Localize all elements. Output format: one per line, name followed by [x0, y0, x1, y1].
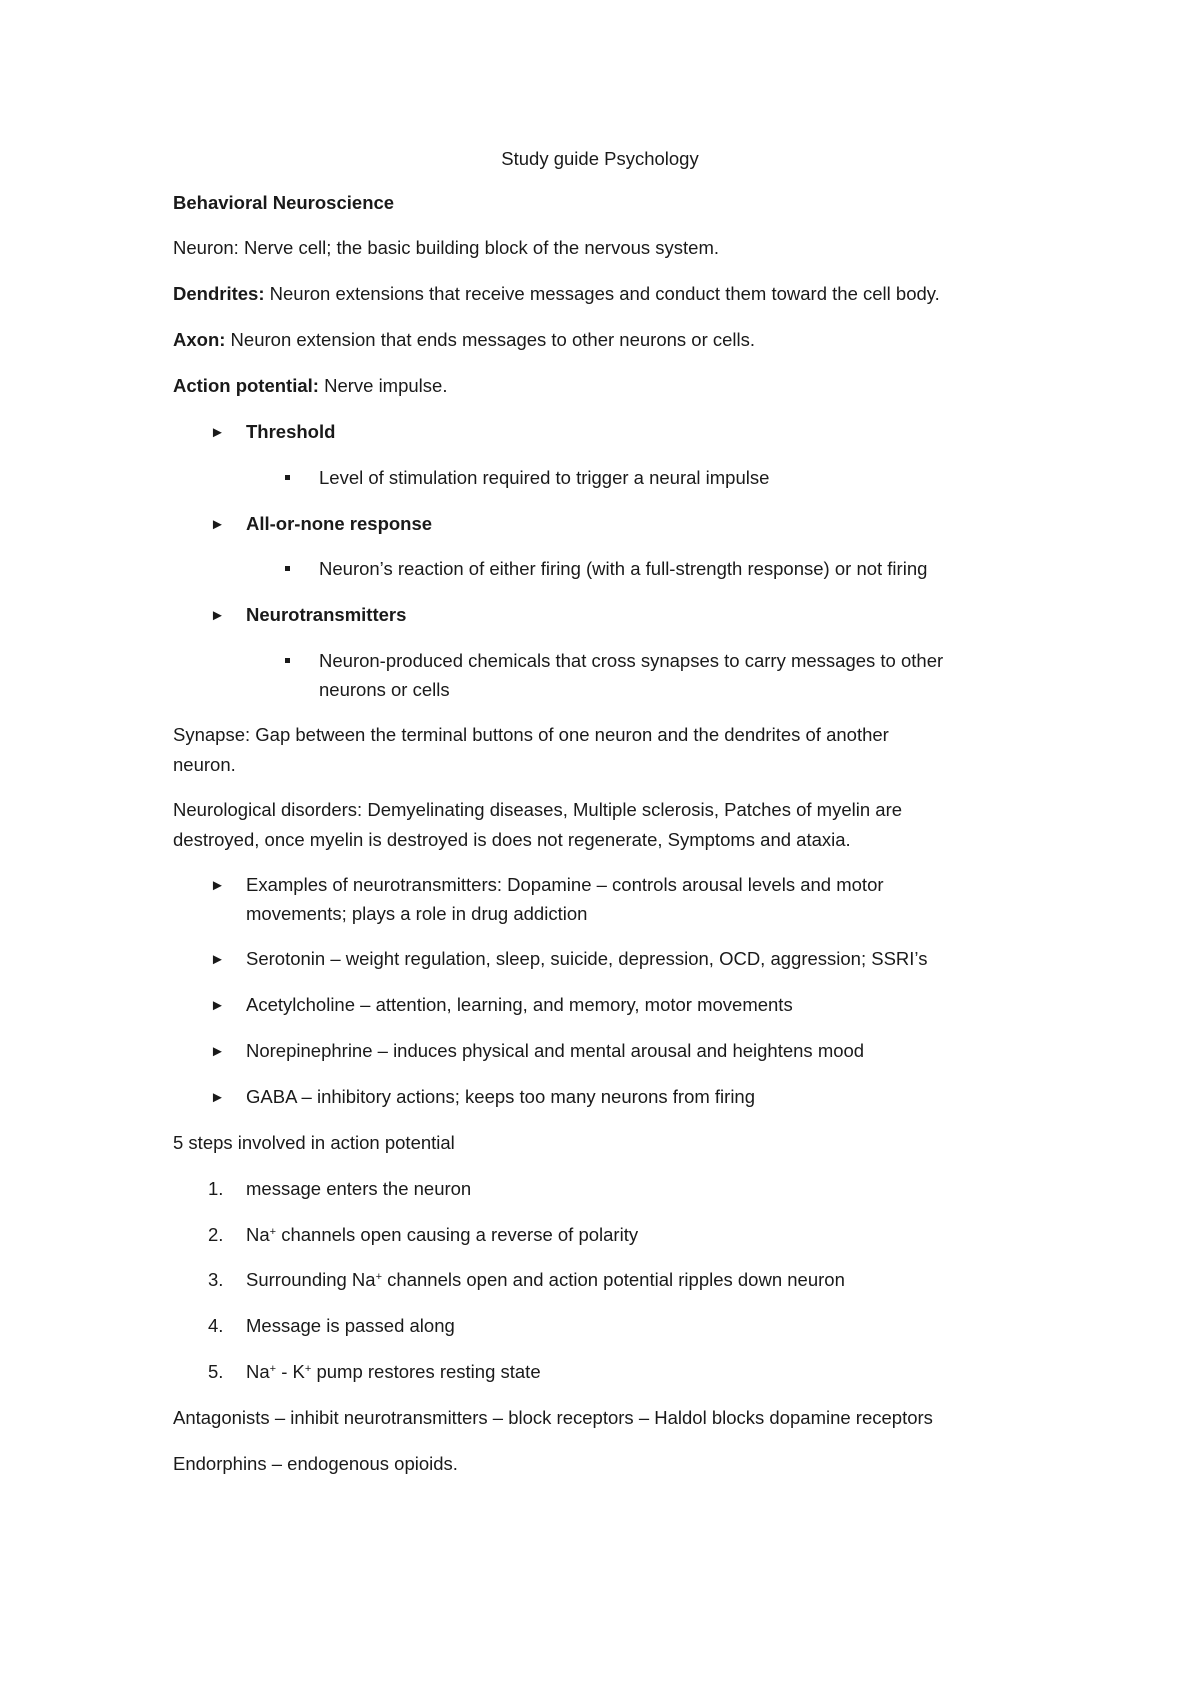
arrow-bullet-icon: ► [210, 951, 225, 968]
synapse-line2: neuron. [173, 754, 236, 775]
step-5-sup: + [269, 1363, 277, 1375]
step-1: message enters the neuron [246, 1178, 472, 1199]
step-5-sup2: + [304, 1363, 312, 1375]
step-2 [246, 1223, 638, 1247]
disorders-line1: Neurological disorders: Demyelinating diseases, Multiple sclerosis, Patches of myelin are [173, 799, 903, 820]
arrow-bullet-icon: ► [210, 1043, 225, 1060]
threshold-bullet: Level of stimulation required to trigger a neural impulse [319, 467, 770, 488]
step-number: 1. [208, 1178, 224, 1199]
step-5-post: pump restores resting state [311, 1361, 541, 1382]
step-number: 4. [208, 1315, 224, 1336]
page-title: Study guide Psychology [501, 148, 699, 169]
neuron-definition: Neuron: Nerve cell; the basic building block of the nervous system. [173, 237, 720, 258]
arrow-bullet-icon: ► [210, 607, 225, 624]
axon-definition [173, 328, 755, 352]
step-4: Message is passed along [246, 1315, 455, 1336]
arrow-bullet-icon: ► [210, 997, 225, 1014]
step-number: 5. [208, 1361, 224, 1382]
square-bullet-icon [285, 658, 290, 663]
step-2-pre: Na [246, 1224, 270, 1245]
dendrites-definition [173, 282, 940, 306]
gaba-line: GABA – inhibitory actions; keeps too many neurons from firing [246, 1086, 756, 1107]
arrow-bullet-icon: ► [210, 424, 225, 441]
synapse-line1: Synapse: Gap between the terminal buttons of one neuron and the dendrites of another [173, 724, 889, 745]
disorders-line2: destroyed, once myelin is destroyed is does not regenerate, Symptoms and ataxia. [173, 829, 851, 850]
all-or-none-bullet: Neuron’s reaction of either firing (with a full-strength response) or not firing [319, 558, 928, 579]
section-heading: Behavioral Neuroscience [173, 192, 395, 213]
norepinephrine-line: Norepinephrine – induces physical and mental arousal and heightens mood [246, 1040, 865, 1061]
dopamine-line2: movements; plays a role in drug addiction [246, 903, 588, 924]
square-bullet-icon [285, 566, 290, 571]
all-or-none-label: All-or-none response [246, 513, 433, 534]
steps-heading: 5 steps involved in action potential [173, 1132, 455, 1153]
action-potential-text: Nerve impulse. [318, 375, 448, 396]
step-2-post: channels open causing a reverse of polarity [276, 1224, 639, 1245]
serotonin-line: Serotonin – weight regulation, sleep, suicide, depression, OCD, aggression; SSRI’s [246, 948, 928, 969]
endorphins-line: Endorphins – endogenous opioids. [173, 1453, 458, 1474]
step-number: 2. [208, 1224, 224, 1245]
step-5-mid: - K [276, 1361, 305, 1382]
neurotransmitters-bullet-line2: neurons or cells [319, 679, 450, 700]
arrow-bullet-icon: ► [210, 877, 225, 894]
neurotransmitters-label: Neurotransmitters [246, 604, 407, 625]
axon-term: Axon: [173, 329, 226, 350]
square-bullet-icon [285, 475, 290, 480]
dendrites-term: Dendrites: [173, 283, 265, 304]
step-3 [246, 1268, 845, 1292]
arrow-bullet-icon: ► [210, 516, 225, 533]
dendrites-text: Neuron extensions that receive messages and conduct them toward the cell body. [264, 283, 940, 304]
step-3-sup: + [375, 1271, 383, 1283]
step-3-pre: Surrounding Na [246, 1269, 376, 1290]
action-potential-term: Action potential: [173, 375, 319, 396]
axon-text: Neuron extension that ends messages to other neurons or cells. [225, 329, 756, 350]
dopamine-line1: Examples of neurotransmitters: Dopamine – controls arousal levels and motor [246, 874, 884, 895]
step-number: 3. [208, 1269, 224, 1290]
neurotransmitters-bullet-line1: Neuron-produced chemicals that cross synapses to carry messages to other [319, 650, 944, 671]
antagonists-line: Antagonists – inhibit neurotransmitters – block receptors – Haldol blocks dopamine receptors [173, 1407, 933, 1428]
step-5 [246, 1360, 541, 1384]
step-5-pre: Na [246, 1361, 270, 1382]
threshold-label: Threshold [246, 421, 336, 442]
acetylcholine-line: Acetylcholine – attention, learning, and memory, motor movements [246, 994, 793, 1015]
step-2-sup: + [269, 1226, 277, 1238]
arrow-bullet-icon: ► [210, 1089, 225, 1106]
step-3-post: channels open and action potential ripples down neuron [382, 1269, 845, 1290]
action-potential-definition [173, 374, 447, 398]
